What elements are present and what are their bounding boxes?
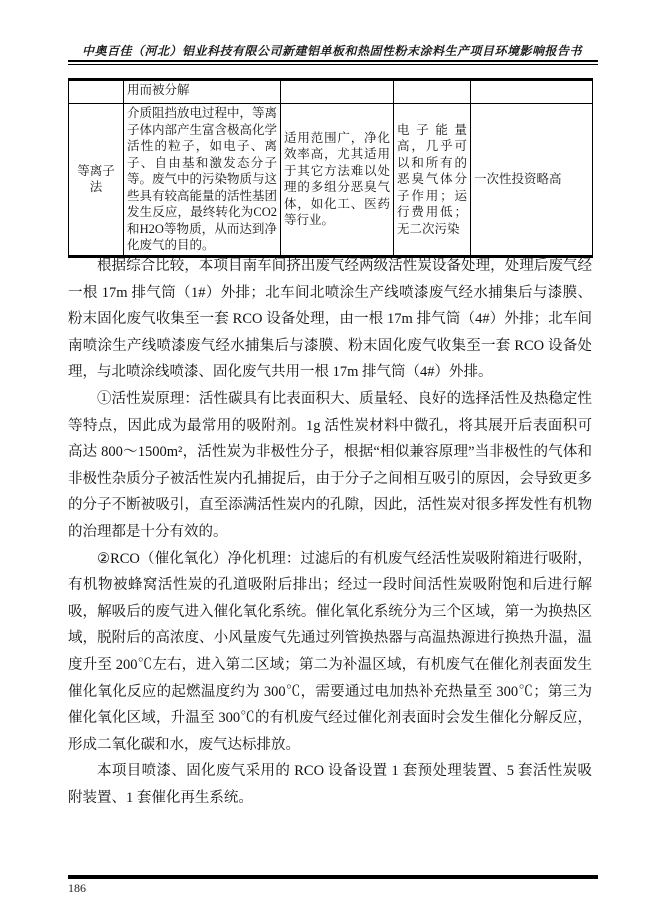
advantage-cell: 电子能量高，几乎可以和所有的恶臭气体分子作用；运行费用低；无二次污染 xyxy=(394,104,471,257)
page-number: 186 xyxy=(68,881,86,895)
table-row-plasma-method xyxy=(69,104,593,257)
scope-cell xyxy=(281,80,394,104)
principle-cell: 用而被分解 xyxy=(124,80,281,104)
paragraph-comparison-conclusion: 根据综合比较，本项目南车间挤出废气经两级活性炭设备处理，处理后废气经一根 17m 排气筒（1#）外排；北车间北喷涂生产线喷漆废气经水捕集后与漆膜、粉末固化废气收集至一套 RCO 设备处理，由一根 17m 排气筒（4#）外排；北车间南喷涂生产线喷漆废气经水捕集后与漆膜、粉末固化废气收集至一套 RCO 设备处理，与北喷涂线喷漆、固化废气共用一根 17m 排气筒（4#）外排。 xyxy=(68,258,592,381)
scope-cell: 适用范围广，净化效率高，尤其适用于其它方法难以处理的多组分恶臭气体，如化工、医药等行业。 xyxy=(281,104,394,257)
paragraph-activated-carbon-principle: ①活性炭原理：活性碳具有比表面积大、质量轻、良好的选择活性及热稳定性等特点，因此成为最常用的吸附剂。1g 活性炭材料中微孔，将其展开后表面积可高达 800～1500m²，活性炭为非极性分子，根据“相似兼容原理”当非极性的气体和非极性杂质分子被活性炭内孔捕捉后，由于分子之间相互吸引的原因，会导致更多的分子不断被吸引，直至添满活性炭内的孔隙，因此，活性炭对很多挥发性有机物的治理都是十分有效的。 xyxy=(68,390,592,540)
principle-cell: 介质阻挡放电过程中，等离子体内部产生富含极高化学活性的粒子，如电子、离子、自由基和激发态分子等。废气中的污染物质与这些具有较高能量的活性基团发生反应，最终转化为CO2 和H2O等物质，从而达到净化废气的目的。 xyxy=(124,104,281,257)
table-row-continued xyxy=(69,80,593,104)
disadvantage-cell: 一次性投资略高 xyxy=(471,104,593,257)
footer-divider-rule xyxy=(68,875,598,879)
report-header-title: 中奥百佳（河北）铝业科技有限公司新建铝单板和热固性粉末涂料生产项目环境影响报告书 xyxy=(81,44,582,58)
page-footer xyxy=(68,875,598,896)
paragraph-rco-mechanism: ②RCO（催化氧化）净化机理：过滤后的有机废气经活性炭吸附箱进行吸附，有机物被蜂窝活性炭的孔道吸附后排出；经过一段时间活性炭吸附饱和后进行解吸，解吸后的废气进入催化氧化系统。催化氧化系统分为三个区域，第一为换热区域，脱附后的高浓度、小风量废气先通过列管换热器与高温热源进行换热升温，温度升至 200℃左右，进入第二区域；第二为补温区域，有机废气在催化剂表面发生催化氧化反应的起燃温度约为 300℃，需要通过电加热补充热量至 300℃；第三为催化氧化区域，升温至 300℃的有机废气经过催化剂表面时会发生催化分解反应，形成二氧化碳和水，废气达标排放。 xyxy=(68,550,592,753)
odor-treatment-comparison-table xyxy=(68,78,593,258)
paragraph-rco-equipment-setup: 本项目喷漆、固化废气采用的 RCO 设备设置 1 套预处理装置、5 套活性炭吸附装置、1 套催化再生系统。 xyxy=(68,763,592,806)
header-divider-rule xyxy=(68,60,598,65)
method-cell: 等离子法 xyxy=(69,104,124,257)
disadvantage-cell xyxy=(471,80,593,104)
method-cell xyxy=(69,80,124,104)
body-text-block xyxy=(68,253,592,811)
advantage-cell xyxy=(394,80,471,104)
